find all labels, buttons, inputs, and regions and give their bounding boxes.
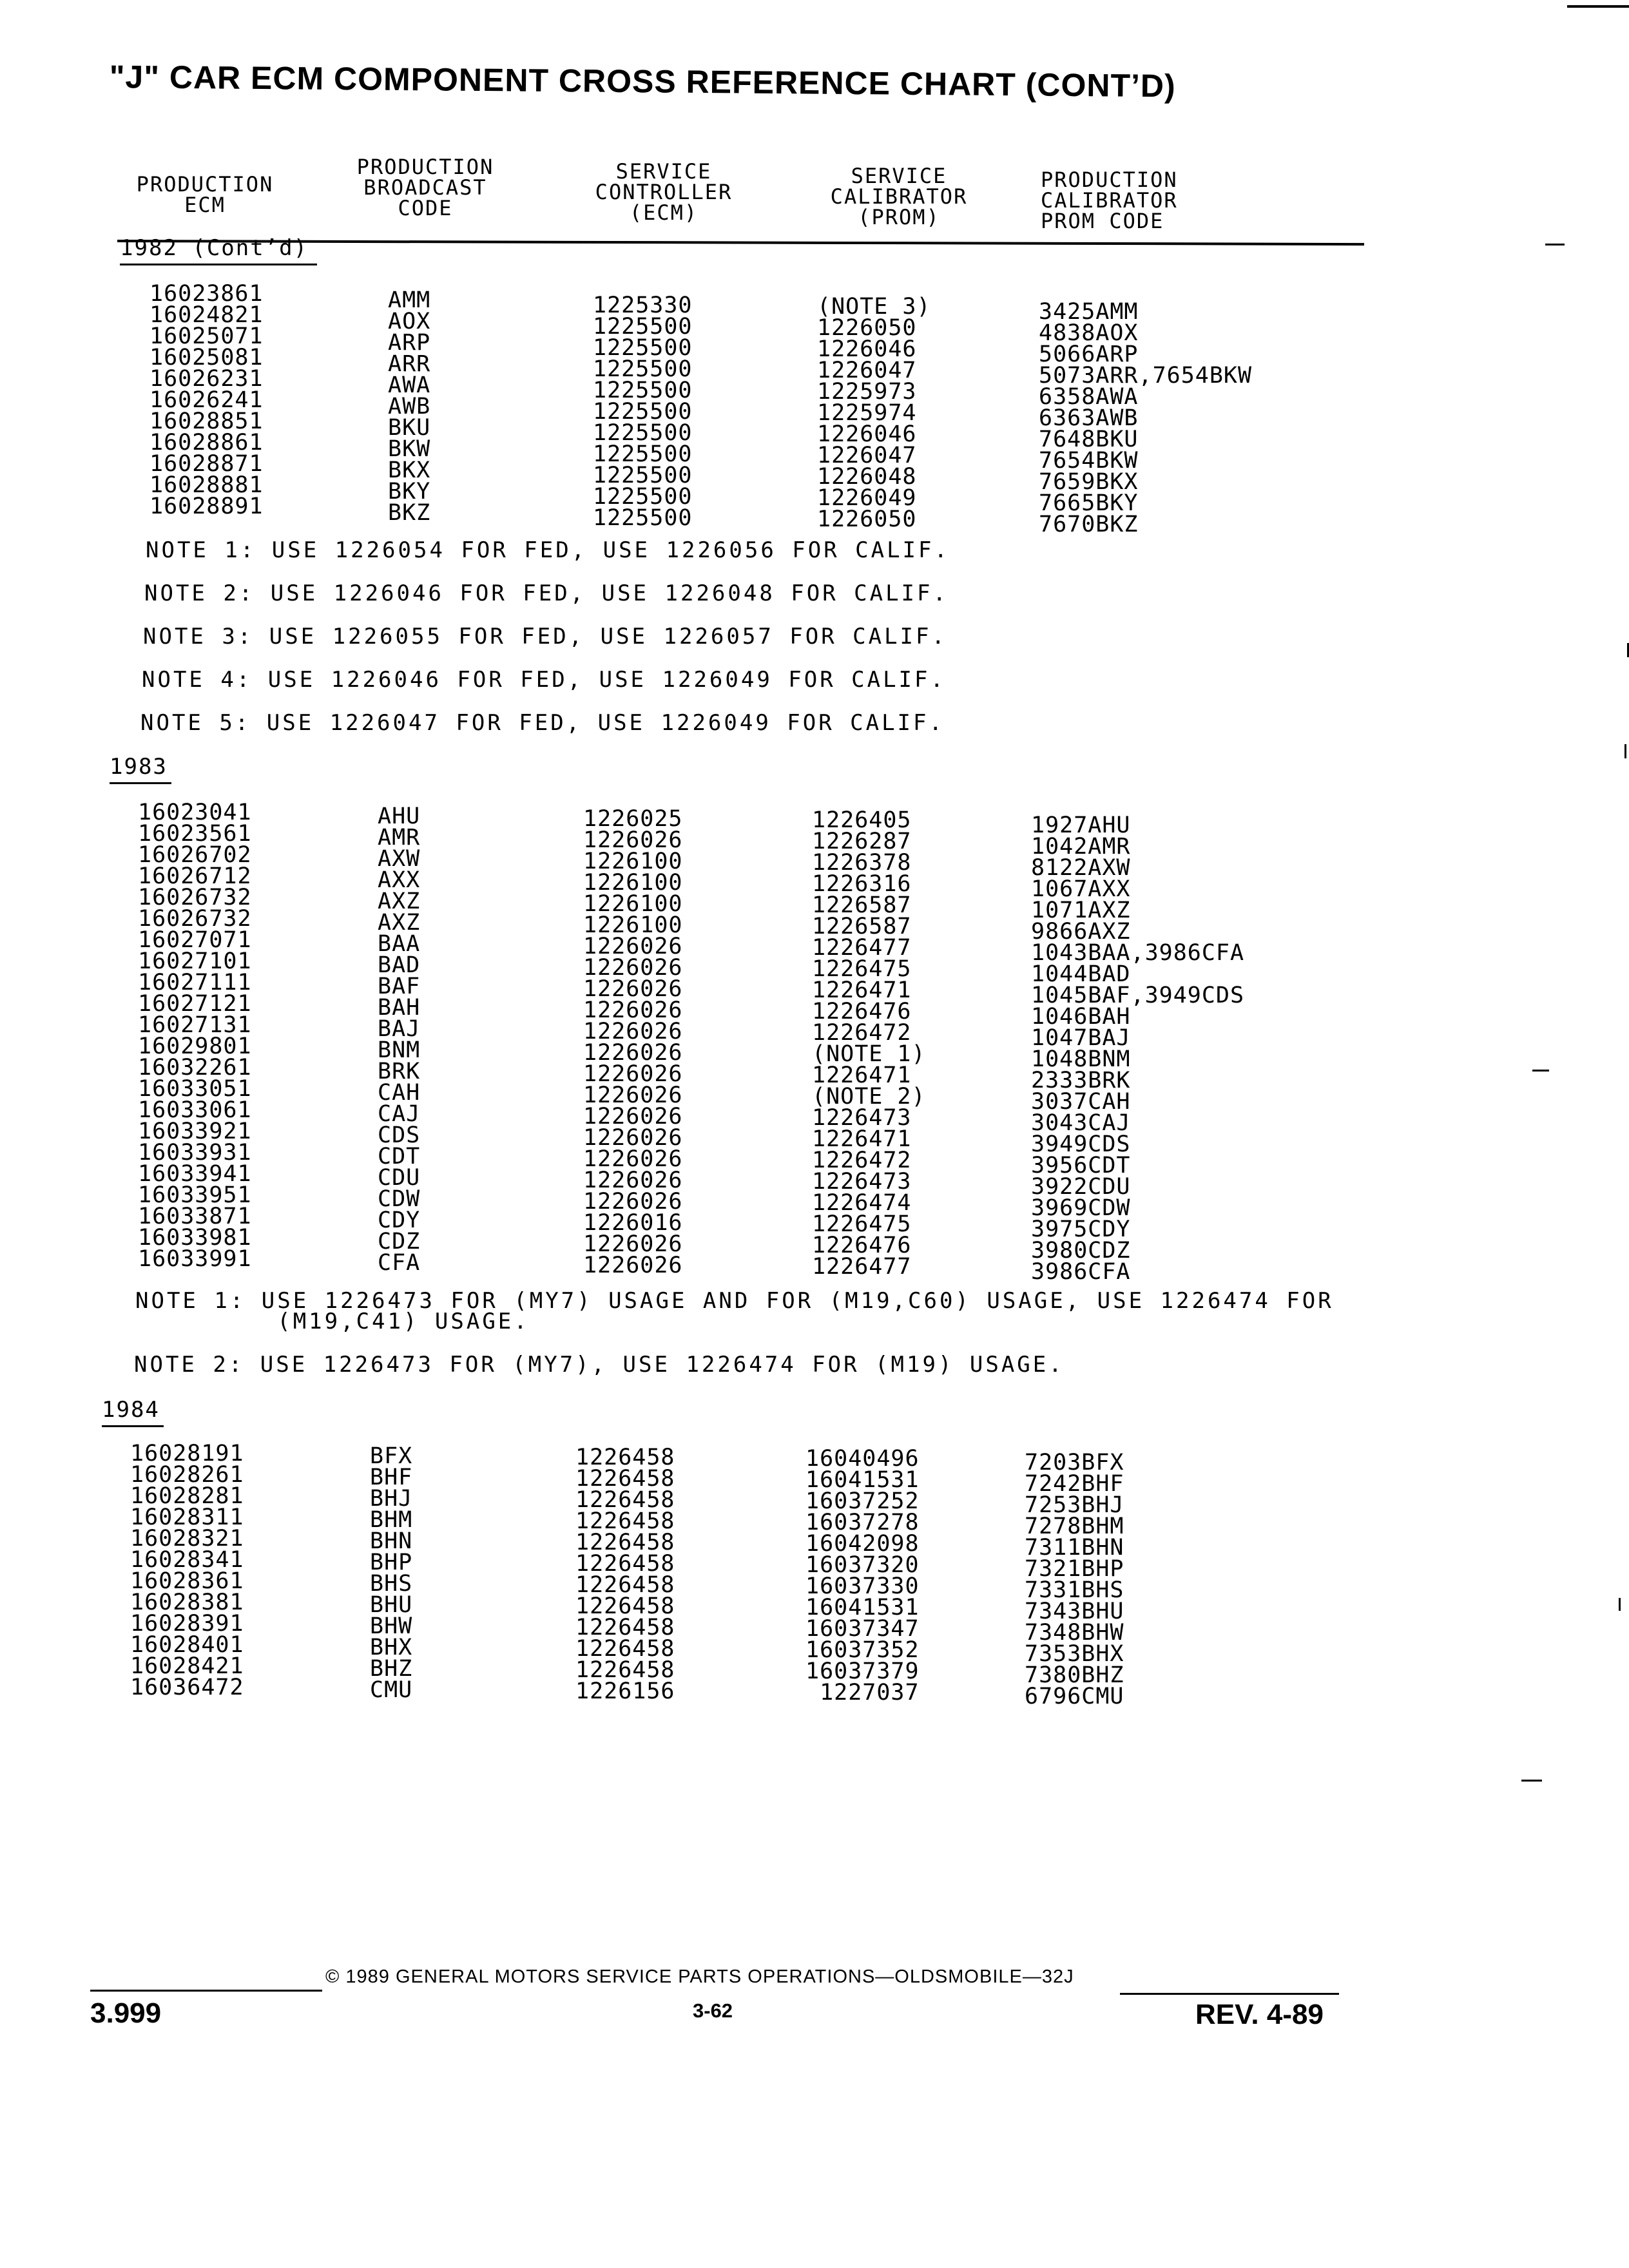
footer-left-code: 3.999	[90, 1997, 162, 2029]
table-cell: 1226475	[812, 956, 912, 982]
section-label-underline	[120, 264, 317, 265]
table-cell: BHJ	[370, 1486, 413, 1512]
table-cell: 16028891	[149, 494, 264, 519]
table-cell: 1226471	[812, 977, 912, 1003]
table-cell: 9866AXZ	[1031, 919, 1131, 945]
edge-mark	[1532, 1070, 1549, 1072]
footnote: NOTE 3: USE 1226055 FOR FED, USE 1226057 FOR CALIF.	[143, 624, 947, 649]
table-cell: 16033921	[138, 1119, 252, 1144]
edge-mark	[1545, 244, 1565, 245]
table-cell: 1226026	[583, 827, 683, 853]
table-cell: 16028401	[130, 1632, 244, 1658]
table-cell: 1226026	[583, 1125, 683, 1151]
table-cell: 16023861	[149, 281, 264, 307]
table-cell: 6796CMU	[1025, 1684, 1124, 1709]
table-cell: 1226046	[817, 421, 917, 447]
table-cell: 1046BAH	[1031, 1004, 1131, 1030]
table-cell: 3956CDT	[1031, 1153, 1131, 1178]
table-cell: BHF	[370, 1465, 413, 1490]
table-cell: 1226046	[817, 336, 917, 362]
page-number: 3-62	[693, 1999, 733, 2022]
table-cell: CDY	[378, 1207, 421, 1233]
table-cell: 1067AXX	[1031, 876, 1131, 902]
table-cell: 1226026	[583, 934, 683, 959]
footnote: NOTE 2: USE 1226046 FOR FED, USE 1226048 FOR CALIF.	[144, 581, 949, 606]
table-cell: AWA	[388, 372, 431, 398]
table-cell: 16033991	[138, 1246, 252, 1272]
table-cell: 16041531	[805, 1467, 920, 1493]
table-cell: BHZ	[370, 1656, 413, 1682]
table-cell: 16026732	[138, 885, 252, 910]
table-cell: BHX	[370, 1635, 413, 1660]
column-service-controller	[583, 806, 683, 1278]
table-cell: 16028281	[130, 1483, 244, 1509]
table-cell: AXZ	[378, 889, 421, 914]
table-cell: BKZ	[388, 500, 431, 526]
table-cell: 1226026	[583, 1104, 683, 1129]
table-cell: CDW	[378, 1186, 421, 1212]
table-cell: AHU	[378, 803, 421, 829]
section-year-label: 1982 (Cont’d)	[120, 235, 309, 261]
column-production-calibrator	[1039, 299, 1253, 537]
table-cell: 1226026	[583, 1168, 683, 1193]
table-cell: BAA	[378, 931, 421, 957]
table-cell: AMM	[388, 287, 431, 313]
table-cell: 16037330	[805, 1573, 920, 1599]
table-cell: 16037278	[805, 1510, 920, 1535]
table-cell: 1226287	[812, 829, 912, 854]
table-cell: 1226405	[812, 807, 912, 833]
table-cell: 16026231	[149, 366, 264, 392]
table-cell: 16028341	[130, 1547, 244, 1573]
section-label-underline	[110, 782, 171, 784]
table-cell: 1225500	[593, 420, 693, 446]
table-cell: 16023561	[138, 821, 252, 847]
table-cell: 1226587	[812, 914, 912, 939]
table-cell: 1225500	[593, 335, 693, 361]
table-cell: 16037352	[805, 1637, 920, 1663]
footnote: NOTE 4: USE 1226046 FOR FED, USE 1226049 FOR CALIF.	[142, 667, 946, 693]
table-cell: 3969CDW	[1031, 1195, 1131, 1221]
table-cell: 16029801	[138, 1033, 252, 1059]
table-cell: 3986CFA	[1031, 1259, 1131, 1285]
column-production-ecm	[130, 1443, 244, 1698]
table-cell: 1226473	[812, 1105, 912, 1131]
table-cell: CAH	[378, 1080, 421, 1106]
table-cell: 1226100	[583, 912, 683, 938]
table-cell: 1071AXZ	[1031, 898, 1131, 923]
table-cell: 1227037	[805, 1680, 920, 1706]
table-cell: AOX	[388, 309, 431, 334]
column-service-calibrator	[812, 807, 926, 1280]
table-cell: 3949CDS	[1031, 1131, 1131, 1157]
table-cell: 1043BAA,3986CFA	[1031, 940, 1245, 966]
table-cell: 1226156	[575, 1678, 675, 1704]
section-year-label: 1983	[110, 754, 168, 780]
table-cell: 16026241	[149, 387, 264, 413]
table-cell: 6358AWA	[1039, 384, 1139, 410]
table-cell: 16037320	[805, 1552, 920, 1578]
table-cell: BHS	[370, 1571, 413, 1597]
table-cell: 16033941	[138, 1161, 252, 1187]
table-cell: 1226026	[583, 955, 683, 981]
column-production-calibrator	[1031, 812, 1245, 1285]
table-cell: BHP	[370, 1550, 413, 1575]
table-cell: (NOTE 3)	[817, 294, 931, 320]
footnote: NOTE 1: USE 1226054 FOR FED, USE 1226056 FOR CALIF.	[146, 537, 950, 563]
table-cell: 7242BHF	[1025, 1471, 1124, 1497]
table-cell: BAH	[378, 995, 421, 1021]
table-cell: 4838AOX	[1039, 320, 1139, 346]
footer-revision: REV. 4-89	[1195, 1999, 1324, 2030]
table-cell: 1044BAD	[1031, 961, 1131, 987]
table-cell: BNM	[378, 1037, 421, 1063]
table-cell: 1226378	[812, 850, 912, 876]
table-cell: 7278BHM	[1025, 1514, 1124, 1539]
header-broadcast-code: PRODUCTION BROADCAST CODE	[356, 155, 494, 220]
table-cell: 3922CDU	[1031, 1174, 1131, 1200]
table-cell: 16028361	[130, 1568, 244, 1594]
column-service-calibrator	[805, 1448, 920, 1704]
table-cell: 7665BKY	[1039, 490, 1139, 516]
table-cell: AXW	[378, 846, 421, 872]
table-cell: 1226587	[812, 892, 912, 918]
table-cell: 16033981	[138, 1225, 252, 1251]
table-cell: AXZ	[378, 910, 421, 936]
column-production-ecm	[138, 802, 252, 1270]
table-cell: CAJ	[378, 1101, 421, 1127]
column-broadcast-code	[378, 803, 421, 1276]
table-cell: 1045BAF,3949CDS	[1031, 983, 1245, 1008]
table-cell: 16037379	[805, 1658, 920, 1684]
edge-mark	[1624, 744, 1626, 758]
table-cell: 7343BHU	[1025, 1599, 1124, 1624]
table-cell: 1226458	[575, 1657, 675, 1683]
table-cell: 1226458	[575, 1551, 675, 1577]
table-cell: 16027071	[138, 927, 252, 953]
table-cell: 1226458	[575, 1445, 675, 1470]
table-cell: 1226458	[575, 1530, 675, 1555]
table-cell: 1226026	[583, 1146, 683, 1172]
table-cell: 16041531	[805, 1595, 920, 1620]
table-cell: 7321BHP	[1025, 1556, 1124, 1582]
table-cell: 16026702	[138, 842, 252, 868]
column-service-calibrator	[817, 296, 931, 530]
table-cell: 1225500	[593, 378, 693, 403]
table-cell: 1226100	[583, 891, 683, 917]
table-cell: 16025081	[149, 345, 264, 370]
table-cell: CDZ	[378, 1229, 421, 1254]
table-cell: 7380BHZ	[1025, 1662, 1124, 1688]
table-cell: CMU	[370, 1677, 413, 1703]
table-cell: 1226026	[583, 1231, 683, 1257]
table-cell: BHW	[370, 1613, 413, 1639]
table-cell: BAD	[378, 952, 421, 978]
table-cell: BKX	[388, 457, 431, 483]
table-cell: BFX	[370, 1443, 413, 1469]
table-cell: 1225500	[593, 463, 693, 488]
edge-mark-top	[1567, 5, 1629, 8]
table-cell: 16027131	[138, 1012, 252, 1038]
table-cell: BAJ	[378, 1016, 421, 1042]
table-cell: 1226026	[583, 1189, 683, 1215]
footnote: NOTE 5: USE 1226047 FOR FED, USE 1226049 FOR CALIF.	[140, 710, 945, 736]
table-cell: 7353BHX	[1025, 1641, 1124, 1667]
table-cell: 1226458	[575, 1572, 675, 1598]
table-cell: 1225973	[817, 379, 917, 405]
table-cell: 16028871	[149, 451, 264, 477]
table-cell: BKY	[388, 479, 431, 505]
table-cell: 3037CAH	[1031, 1089, 1131, 1115]
footer-copyright: © 1989 GENERAL MOTORS SERVICE PARTS OPERATIONS—OLDSMOBILE—32J	[325, 1966, 1074, 1987]
table-cell: BKU	[388, 415, 431, 441]
table-cell: (NOTE 1)	[812, 1041, 926, 1067]
table-cell: 1226476	[812, 999, 912, 1024]
table-cell: 1226458	[575, 1466, 675, 1492]
column-broadcast-code	[370, 1443, 413, 1703]
table-cell: 16033951	[138, 1182, 252, 1208]
table-cell: 16037252	[805, 1488, 920, 1514]
table-cell: 1226458	[575, 1508, 675, 1534]
table-cell: 1226047	[817, 443, 917, 468]
table-cell: 2333BRK	[1031, 1068, 1131, 1093]
table-cell: 16027101	[138, 948, 252, 974]
column-service-controller	[575, 1447, 675, 1702]
edge-mark	[1619, 1598, 1621, 1611]
table-cell: 3043CAJ	[1031, 1110, 1131, 1136]
table-cell: 16028851	[149, 408, 264, 434]
table-cell: 16027121	[138, 991, 252, 1017]
table-cell: 16024821	[149, 302, 264, 328]
table-cell: 1225500	[593, 441, 693, 467]
table-cell: 1048BNM	[1031, 1046, 1131, 1072]
table-cell: 16033871	[138, 1204, 252, 1229]
header-service-controller: SERVICE CONTROLLER (ECM)	[595, 159, 733, 225]
table-cell: 1226458	[575, 1593, 675, 1619]
table-cell: AWB	[388, 394, 431, 419]
table-cell: 1226477	[812, 1254, 912, 1280]
table-cell: 1226016	[583, 1210, 683, 1236]
table-cell: 16027111	[138, 970, 252, 995]
column-production-calibrator	[1025, 1452, 1124, 1707]
table-cell: 1226471	[812, 1062, 912, 1088]
table-cell: 1226472	[812, 1148, 912, 1173]
column-broadcast-code	[388, 287, 431, 526]
table-cell: CDU	[378, 1165, 421, 1191]
table-cell: 1226474	[812, 1190, 912, 1216]
edge-mark	[1521, 1780, 1542, 1782]
table-cell: 3975CDY	[1031, 1216, 1131, 1242]
table-cell: 16028321	[130, 1526, 244, 1552]
header-service-calibrator: SERVICE CALIBRATOR (PROM)	[830, 164, 968, 229]
table-cell: 5066ARP	[1039, 341, 1139, 367]
table-cell: BKW	[388, 436, 431, 462]
table-cell: 1226316	[812, 871, 912, 897]
table-cell: 16026732	[138, 906, 252, 932]
page-title: "J" CAR ECM COMPONENT CROSS REFERENCE CHART (CONT’D)	[109, 58, 1176, 104]
table-cell: 1047BAJ	[1031, 1025, 1131, 1051]
table-cell: (NOTE 2)	[812, 1084, 926, 1110]
table-cell: 8122AXW	[1031, 855, 1131, 881]
table-cell: 1226026	[583, 1061, 683, 1087]
table-cell: 16033931	[138, 1140, 252, 1166]
table-cell: 16028861	[149, 430, 264, 456]
table-cell: BHM	[370, 1507, 413, 1533]
table-cell: 1225500	[593, 484, 693, 510]
table-cell: CDT	[378, 1144, 421, 1169]
table-cell: 1226475	[812, 1211, 912, 1237]
table-cell: CFA	[378, 1250, 421, 1276]
table-cell: 1226458	[575, 1636, 675, 1662]
table-cell: 7311BHN	[1025, 1535, 1124, 1561]
table-cell: 1226026	[583, 1040, 683, 1066]
table-cell: 1226100	[583, 870, 683, 896]
table-cell: 1226050	[817, 315, 917, 341]
table-cell: 1226477	[812, 935, 912, 961]
header-production-calibrator: PRODUCTION CALIBRATOR PROM CODE	[1041, 168, 1178, 233]
footnote: NOTE 1: USE 1226473 FOR (MY7) USAGE AND FOR (M19,C60) USAGE, USE 1226474 FOR (M19,C41) USAGE.	[135, 1288, 1334, 1334]
column-service-controller	[593, 295, 693, 529]
column-headers	[0, 151, 1629, 242]
table-cell: 5073ARR,7654BKW	[1039, 363, 1253, 389]
table-cell: 16042098	[805, 1531, 920, 1557]
table-cell: ARR	[388, 351, 431, 377]
table-cell: 7253BHJ	[1025, 1492, 1124, 1518]
footnote: NOTE 2: USE 1226473 FOR (MY7), USE 1226474 FOR (M19) USAGE.	[134, 1352, 1065, 1378]
table-cell: 1226100	[583, 849, 683, 874]
section-label-underline	[102, 1425, 164, 1427]
table-cell: 7670BKZ	[1039, 512, 1139, 537]
table-cell: 1226050	[817, 506, 917, 532]
table-cell: 1226473	[812, 1169, 912, 1195]
table-cell: 1226458	[575, 1487, 675, 1513]
table-cell: 1225330	[593, 293, 693, 318]
table-cell: BAF	[378, 974, 421, 999]
table-cell: 7659BKX	[1039, 469, 1139, 495]
table-cell: 1226025	[583, 806, 683, 832]
table-cell: 7348BHW	[1025, 1620, 1124, 1646]
table-cell: 16033051	[138, 1076, 252, 1102]
header-production-ecm: PRODUCTION ECM	[136, 172, 274, 217]
table-cell: 1042AMR	[1031, 834, 1131, 860]
table-cell: 16037347	[805, 1616, 920, 1642]
table-cell: 1226026	[583, 1082, 683, 1108]
table-cell: 1225500	[593, 314, 693, 340]
table-cell: 1226458	[575, 1615, 675, 1640]
table-cell: BHU	[370, 1592, 413, 1618]
table-cell: AMR	[378, 825, 421, 850]
table-cell: BHN	[370, 1528, 413, 1554]
table-cell: 16025071	[149, 323, 264, 349]
table-cell: 7203BFX	[1025, 1450, 1124, 1475]
table-cell: 16036472	[130, 1675, 244, 1700]
table-cell: 1225500	[593, 356, 693, 382]
table-cell: 6363AWB	[1039, 405, 1139, 431]
table-cell: 16028421	[130, 1653, 244, 1679]
table-cell: 16026712	[138, 863, 252, 889]
table-cell: 7648BKU	[1039, 427, 1139, 452]
table-cell: 7331BHS	[1025, 1577, 1124, 1603]
table-cell: 1226476	[812, 1233, 912, 1258]
footer-rule-right	[1120, 1993, 1339, 1995]
table-cell: 3425AMM	[1039, 299, 1139, 325]
table-cell: 1226026	[583, 1019, 683, 1044]
table-cell: 1226026	[583, 976, 683, 1002]
table-cell: 1226472	[812, 1020, 912, 1046]
table-cell: 1226047	[817, 358, 917, 383]
table-cell: 1226049	[817, 485, 917, 511]
section-year-label: 1984	[102, 1397, 160, 1423]
table-cell: ARP	[388, 330, 431, 356]
table-cell: BRK	[378, 1059, 421, 1084]
table-cell: 1226048	[817, 464, 917, 490]
table-cell: 1226026	[583, 997, 683, 1023]
table-cell: 16028391	[130, 1611, 244, 1637]
table-cell: 16028311	[130, 1504, 244, 1530]
table-cell: 1225500	[593, 505, 693, 531]
table-cell: 1226471	[812, 1126, 912, 1152]
table-cell: 16028191	[130, 1441, 244, 1466]
table-cell: 3980CDZ	[1031, 1238, 1131, 1264]
table-cell: 16032261	[138, 1055, 252, 1081]
column-production-ecm	[149, 281, 264, 519]
table-cell: 1225500	[593, 399, 693, 425]
table-cell: 1225974	[817, 400, 917, 426]
footer-rule-left	[90, 1990, 322, 1992]
table-cell: 16033061	[138, 1097, 252, 1123]
table-cell: 16028881	[149, 472, 264, 498]
table-cell: 7654BKW	[1039, 448, 1139, 474]
table-cell: CDS	[378, 1122, 421, 1148]
table-cell: 16040496	[805, 1446, 920, 1472]
table-cell: 1226026	[583, 1253, 683, 1278]
table-cell: 16028261	[130, 1462, 244, 1488]
table-cell: 16028381	[130, 1590, 244, 1615]
table-cell: AXX	[378, 867, 421, 893]
table-cell: 16023041	[138, 800, 252, 825]
table-cell: 1927AHU	[1031, 812, 1131, 838]
